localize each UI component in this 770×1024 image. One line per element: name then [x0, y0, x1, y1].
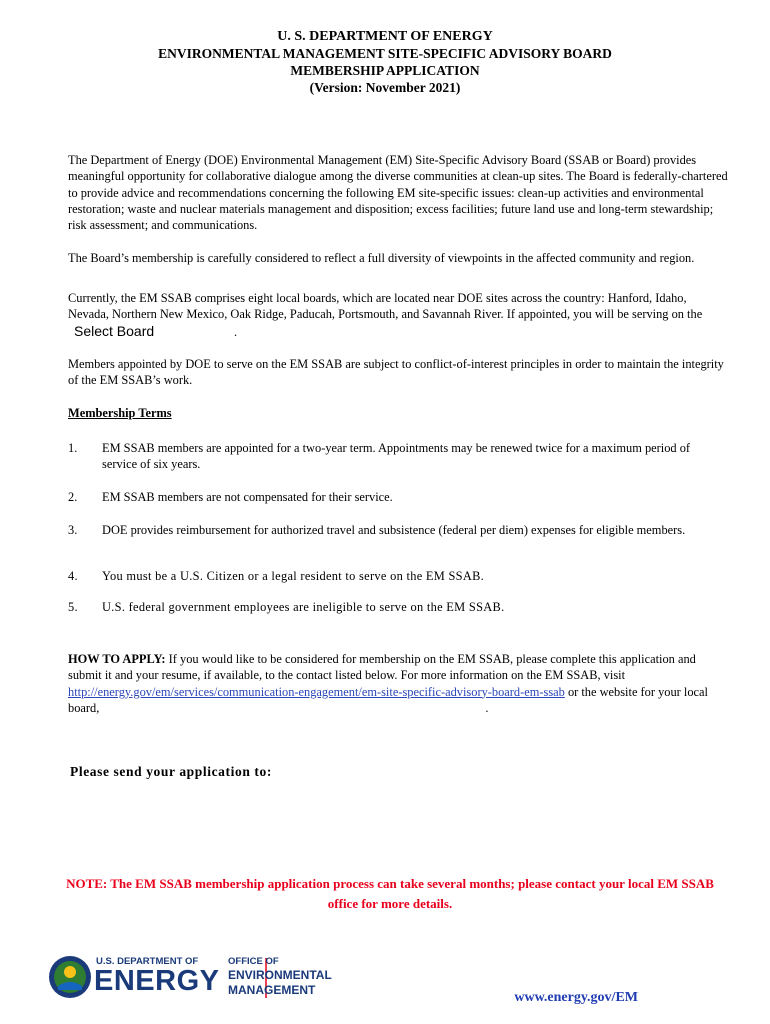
header-board: ENVIRONMENTAL MANAGEMENT SITE-SPECIFIC ADVISORY BOARD: [158, 46, 612, 61]
term-number: 2.: [68, 490, 78, 504]
send-application-heading: Please send your application to:: [70, 764, 272, 779]
terms-heading-text: Membership Terms: [68, 406, 172, 420]
conflict-paragraph: Members appointed by DOE to serve on the EM SSAB are subject to conflict-of-interest principles in order to maintain the integrity of the EM SSAB’s work.: [68, 357, 724, 388]
currently-text: Currently, the EM SSAB comprises eight local boards, which are located near DOE sites across the country: Hanford, Idaho, Nevada, Northern New Mexico, Oak Ridge, Paducah, Portsmouth, and Savannah River. If appointed, you will be serving on the: [68, 291, 703, 322]
logo-dept-line: U.S. DEPARTMENT OF: [96, 956, 199, 967]
term-text: DOE provides reimbursement for authorized travel and subsistence (federal per diem) expenses for eligible members.: [102, 523, 686, 537]
currently-paragraph: [68, 290, 728, 340]
how-to-apply-text: If you would like to be considered for membership on the EM SSAB, please complete this application and submit it and your resume, if available, to the contact listed below. For more information on the EM SSAB, visit: [68, 652, 696, 683]
processing-note: NOTE: The EM SSAB membership application process can take several months; please contact your local EM SSAB office for more details.: [66, 876, 714, 911]
logo-environmental: ENVIRONMENTAL: [228, 968, 332, 982]
term-text: U.S. federal government employees are ineligible to serve on the EM SSAB.: [102, 600, 505, 614]
website-footer[interactable]: www.energy.gov/EM: [514, 990, 638, 1005]
doe-em-logo: [48, 952, 348, 1002]
term-text: EM SSAB members are appointed for a two-year term. Appointments may be renewed twice for a maximum period of service of six years.: [102, 441, 691, 472]
logo-energy: ENERGY: [94, 965, 220, 997]
logo-management: MANAGEMENT: [228, 983, 316, 997]
term-number: 3.: [68, 523, 78, 537]
term-number: 5.: [68, 600, 78, 614]
how-to-apply-end: .: [485, 700, 489, 715]
header-form-title: MEMBERSHIP APPLICATION: [290, 63, 480, 78]
logo-office-of: OFFICE OF: [228, 956, 279, 967]
intro-paragraph: The Department of Energy (DOE) Environmental Management (EM) Site-Specific Advisory Board (SSAB or Board) provides meaningful opportunity for collaborative dialogue among the diverse communities at clean-up sites. The Board is federally-chartered to provide advice and recommendations concerning the following EM site-specific issues: clean-up activities and environmental restoration; waste and nuclear materials management and disposition; excess facilities; future land use and long-term stewardship; risk assessment; and communications.: [68, 153, 728, 233]
em-ssab-link[interactable]: http://energy.gov/em/services/communication-engagement/em-site-specific-advisory-board-em-ssab: [68, 684, 565, 699]
how-to-apply-paragraph: [68, 651, 728, 716]
how-to-apply-after: or the website for your local board,: [68, 684, 708, 715]
select-board-dropdown[interactable]: Select Board: [74, 322, 155, 339]
header-department: U. S. DEPARTMENT OF ENERGY: [277, 29, 493, 44]
document-header: [0, 28, 770, 96]
term-number: 1.: [68, 441, 78, 455]
term-text: EM SSAB members are not compensated for their service.: [102, 490, 393, 504]
term-text: You must be a U.S. Citizen or a legal resident to serve on the EM SSAB.: [102, 569, 485, 583]
membership-paragraph: The Board’s membership is carefully considered to reflect a full diversity of viewpoints in the affected community and region.: [68, 251, 695, 265]
terms-heading: [68, 405, 728, 421]
currently-period: .: [234, 324, 238, 339]
how-to-apply-label: HOW TO APPLY:: [68, 652, 166, 666]
header-version: (Version: November 2021): [309, 80, 461, 95]
term-number: 4.: [68, 569, 78, 583]
